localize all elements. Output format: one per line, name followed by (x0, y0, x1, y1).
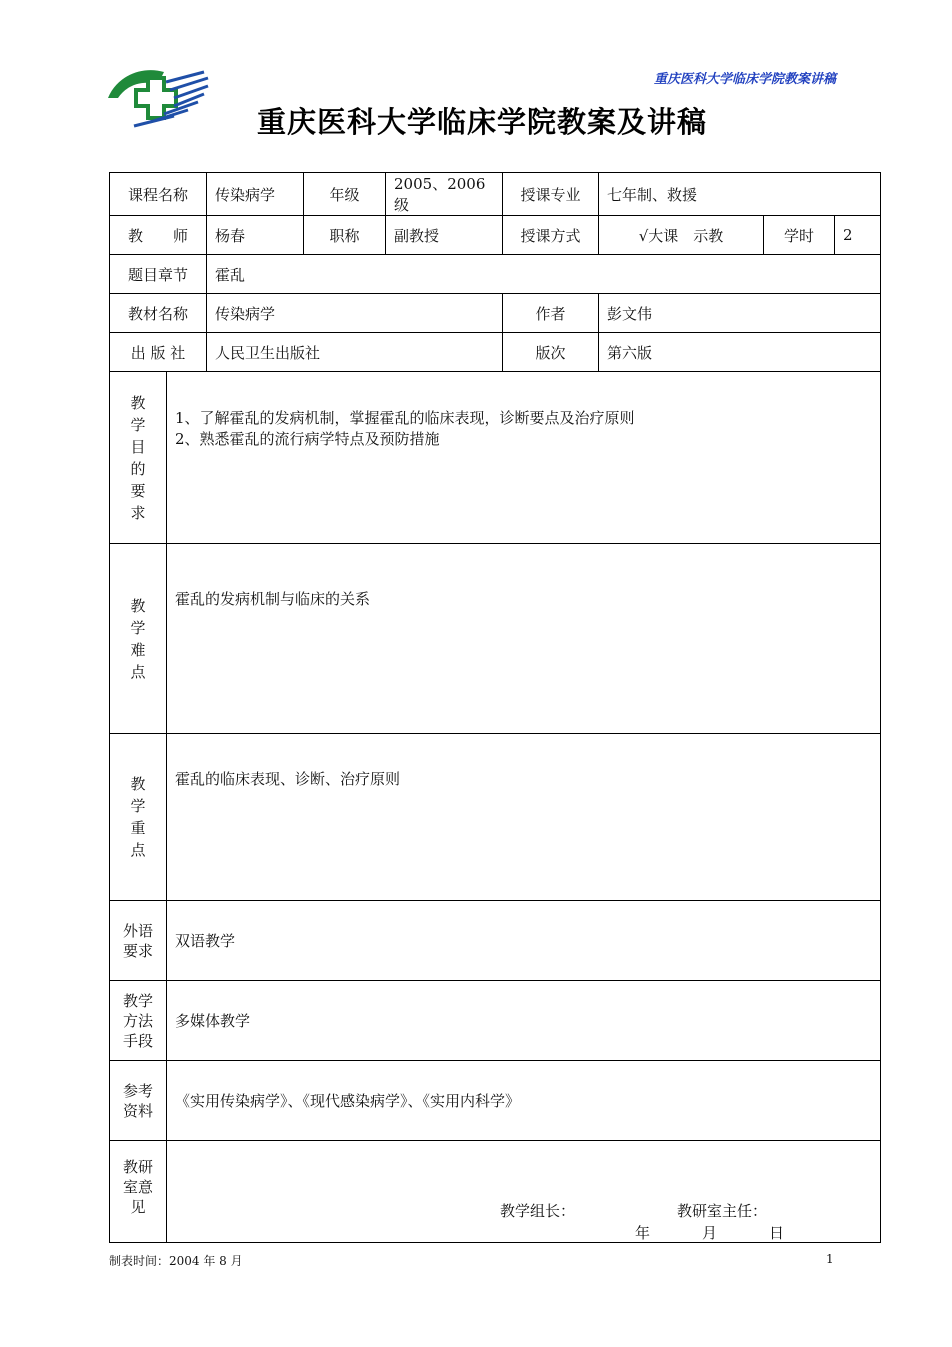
means-value: 多媒体教学 (167, 981, 881, 1061)
edition-value: 第六版 (599, 333, 881, 372)
language-value: 双语教学 (167, 901, 881, 981)
hours-value: 2 (835, 216, 881, 255)
keypoints-label: 教学重点 (130, 775, 146, 859)
author-label: 作者 (503, 294, 599, 333)
objectives-line-2: 2、熟悉霍乱的流行病学特点及预防措施 (175, 430, 440, 448)
method-label: 授课方式 (503, 216, 599, 255)
opinion-content (167, 1141, 881, 1243)
course-name-value: 传染病学 (207, 173, 304, 216)
rank-label: 职称 (304, 216, 386, 255)
edition-label: 版次 (503, 333, 599, 372)
date-year: 年 (635, 1223, 651, 1242)
references-label: 参考资料 (122, 1081, 153, 1120)
textbook-value: 传染病学 (207, 294, 503, 333)
header-right-text: 重庆医科大学临床学院教案讲稿 (653, 72, 836, 87)
grade-value: 2005、2006 级 (386, 173, 503, 216)
publisher-label: 出 版 社 (110, 333, 207, 372)
means-label: 教学方法手段 (122, 991, 153, 1050)
language-label: 外语要求 (122, 921, 153, 960)
hospital-cross-logo (104, 64, 216, 128)
objectives-line-1: 1、了解霍乱的发病机制，掌握霍乱的临床表现，诊断要点及治疗原则 (175, 409, 635, 427)
objectives-label: 教学目的要求 (130, 393, 146, 522)
objectives-label-cell (110, 372, 167, 544)
course-name-label: 课程名称 (110, 173, 207, 216)
difficulty-label: 教学难点 (130, 596, 146, 681)
director-label: 教研室主任： (677, 1201, 768, 1220)
made-date: 制表时间：2004 年 8 月 (109, 1254, 243, 1268)
references-label-cell (110, 1061, 167, 1141)
means-label-cell (110, 981, 167, 1061)
keypoints-value: 霍乱的临床表现、诊断、治疗原则 (167, 734, 881, 901)
language-label-cell (110, 901, 167, 981)
date-day: 日 (769, 1223, 785, 1242)
page-title: 重庆医科大学临床学院教案及讲稿 (257, 105, 708, 139)
chapter-value: 霍乱 (207, 255, 881, 294)
grade-label: 年级 (304, 173, 386, 216)
difficulty-label-cell (110, 544, 167, 734)
major-label: 授课专业 (503, 173, 599, 216)
opinion-label: 教研室意见 (122, 1158, 153, 1216)
author-value: 彭文伟 (599, 294, 881, 333)
hours-label: 学时 (764, 216, 835, 255)
keypoints-label-cell (110, 734, 167, 901)
rank-value: 副教授 (386, 216, 503, 255)
publisher-value: 人民卫生出版社 (207, 333, 503, 372)
date-month: 月 (702, 1223, 718, 1242)
method-value: √大课 示教 (599, 216, 764, 255)
teacher-value: 杨春 (207, 216, 304, 255)
group-leader-label: 教学组长： (500, 1201, 576, 1220)
chapter-label: 题目章节 (110, 255, 207, 294)
references-value: 《实用传染病学》、《现代感染病学》、《实用内科学》 (167, 1061, 881, 1141)
lesson-plan-table (109, 172, 881, 1243)
difficulty-value: 霍乱的发病机制与临床的关系 (167, 544, 881, 734)
textbook-label: 教材名称 (110, 294, 207, 333)
page-number: 1 (826, 1252, 834, 1266)
objectives-content (167, 372, 881, 544)
opinion-label-cell (110, 1141, 167, 1243)
teacher-label: 教 师 (110, 216, 207, 255)
major-value: 七年制、救援 (599, 173, 881, 216)
